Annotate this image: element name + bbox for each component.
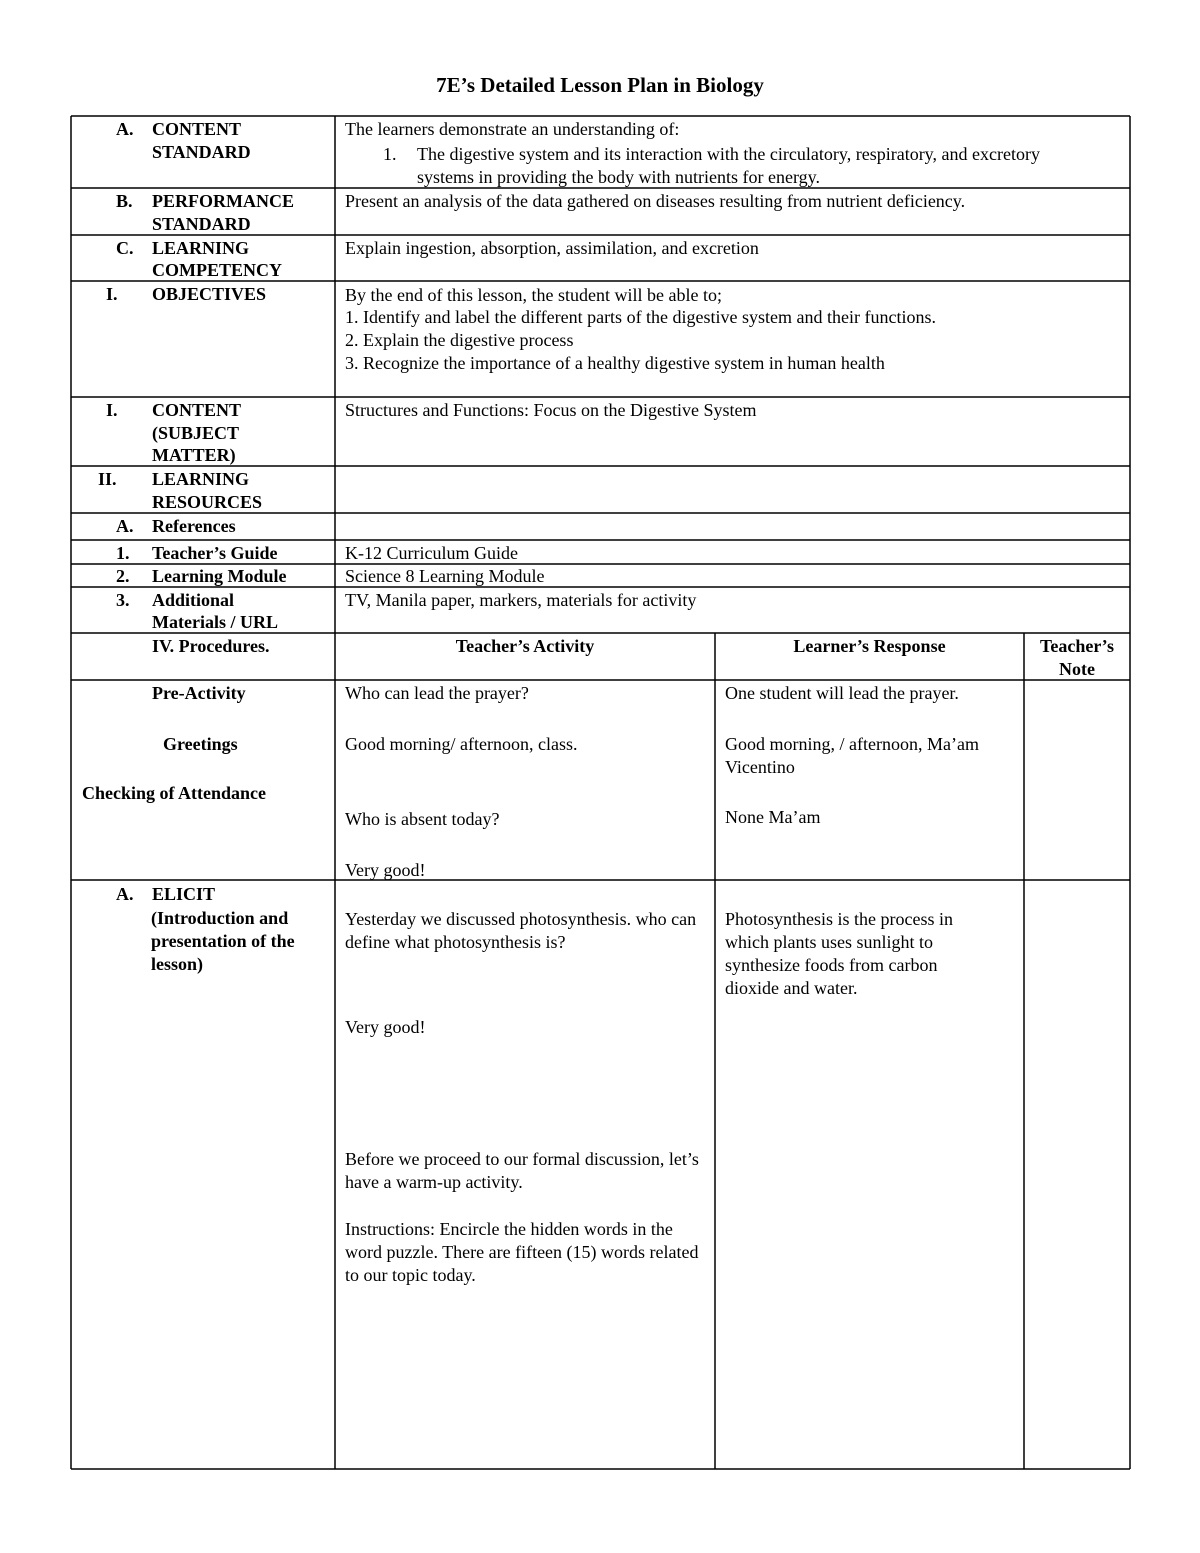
learner-greeting-text: Good morning, / afternoon, Ma’am — [725, 734, 979, 754]
learning-competency-text: Explain ingestion, absorption, assimilation, and excretion — [345, 238, 759, 258]
learning-resources-label-2: RESOURCES — [152, 492, 263, 512]
learner-prayer-text: One student will lead the prayer. — [725, 683, 959, 703]
references-label: References — [152, 516, 236, 536]
objectives-intro: By the end of this lesson, the student will be able to; — [345, 285, 722, 305]
elicit-sublabel-3: lesson) — [151, 954, 204, 974]
page-title: 7E’s Detailed Lesson Plan in Biology — [436, 73, 764, 97]
content-standard-item-cont: systems in providing the body with nutrients for energy. — [417, 167, 820, 187]
learning-resources-marker: II. — [98, 469, 117, 489]
content-label-2: (SUBJECT — [152, 423, 240, 443]
teachers-guide-marker: 1. — [116, 543, 130, 563]
content-standard-intro: The learners demonstrate an understanding of: — [345, 119, 680, 139]
learning-competency-marker: C. — [116, 238, 134, 258]
procedures-header: IV. Procedures. — [152, 636, 270, 656]
learner-response-header: Learner’s Response — [793, 636, 946, 656]
objectives-label: OBJECTIVES — [152, 284, 267, 304]
objectives-marker: I. — [106, 284, 118, 304]
learning-module-text: Science 8 Learning Module — [345, 566, 545, 586]
performance-standard-text: Present an analysis of the data gathered on diseases resulting from nutrient deficiency. — [345, 191, 966, 211]
elicit-marker: A. — [116, 884, 134, 904]
learning-competency-label-2: COMPETENCY — [152, 260, 282, 280]
teachers-guide-label: Teacher’s Guide — [152, 543, 278, 563]
content-marker: I. — [106, 400, 118, 420]
learning-module-label: Learning Module — [152, 566, 287, 586]
greetings-label: Greetings — [163, 734, 238, 754]
content-standard-marker: A. — [116, 119, 134, 139]
performance-standard-label: PERFORMANCE — [152, 191, 294, 211]
objective-item: 2. Explain the digestive process — [345, 330, 574, 350]
content-label-3: MATTER) — [152, 445, 236, 465]
teacher-activity-header: Teacher’s Activity — [455, 636, 595, 656]
content-standard-label-2: STANDARD — [152, 142, 251, 162]
attendance-label: Checking of Attendance — [82, 783, 266, 803]
learning-resources-label: LEARNING — [152, 469, 250, 489]
pre-activity-label: Pre-Activity — [152, 683, 246, 703]
performance-standard-label-2: STANDARD — [152, 214, 251, 234]
teacher-praise-text-2: Very good! — [345, 1017, 426, 1037]
teacher-instructions-text: Instructions: Encircle the hidden words in the word puzzle. There are fifteen (15) words related to our topic today. — [345, 1219, 699, 1285]
additional-materials-marker: 3. — [116, 590, 130, 610]
elicit-sublabel-2: presentation of the — [151, 931, 295, 951]
additional-materials-label: Additional — [152, 590, 235, 610]
teacher-question-text: Yesterday we discussed photosynthesis. who can define what photosynthesis is? — [345, 909, 697, 952]
additional-materials-label-2: Materials / URL — [152, 612, 278, 632]
references-marker: A. — [116, 516, 134, 536]
teacher-greeting-text: Good morning/ afternoon, class. — [345, 734, 578, 754]
performance-standard-marker: B. — [116, 191, 133, 211]
elicit-label: ELICIT — [152, 884, 216, 904]
teacher-note-header: Teacher’s — [1040, 636, 1114, 656]
content-standard-item: The digestive system and its interaction with the circulatory, respiratory, and excretory — [417, 144, 1040, 164]
learner-answer-text: Photosynthesis is the process in which plants uses sunlight to synthesize foods from carbon dioxide and water. — [725, 909, 953, 998]
content-label: CONTENT — [152, 400, 242, 420]
teacher-note-header-2: Note — [1059, 659, 1095, 679]
content-standard-label: CONTENT — [152, 119, 242, 139]
content-standard-item-number: 1. — [383, 144, 397, 164]
learning-module-marker: 2. — [116, 566, 130, 586]
teacher-praise-text: Very good! — [345, 860, 426, 880]
elicit-sublabel: (Introduction and — [151, 908, 289, 928]
objective-item: 3. Recognize the importance of a healthy digestive system in human health — [345, 353, 885, 373]
objective-item: 1. Identify and label the different parts of the digestive system and their functions. — [345, 307, 937, 327]
additional-materials-text: TV, Manila paper, markers, materials for activity — [345, 590, 697, 610]
learning-competency-label: LEARNING — [152, 238, 250, 258]
learner-greeting-text-2: Vicentino — [725, 757, 795, 777]
teacher-warmup-text: Before we proceed to our formal discussion, let’s have a warm-up activity. — [345, 1149, 699, 1192]
content-text: Structures and Functions: Focus on the Digestive System — [345, 400, 757, 420]
learner-absent-text: None Ma’am — [725, 807, 821, 827]
teacher-prayer-text: Who can lead the prayer? — [345, 683, 529, 703]
teachers-guide-text: K-12 Curriculum Guide — [345, 543, 518, 563]
teacher-absent-text: Who is absent today? — [345, 809, 500, 829]
